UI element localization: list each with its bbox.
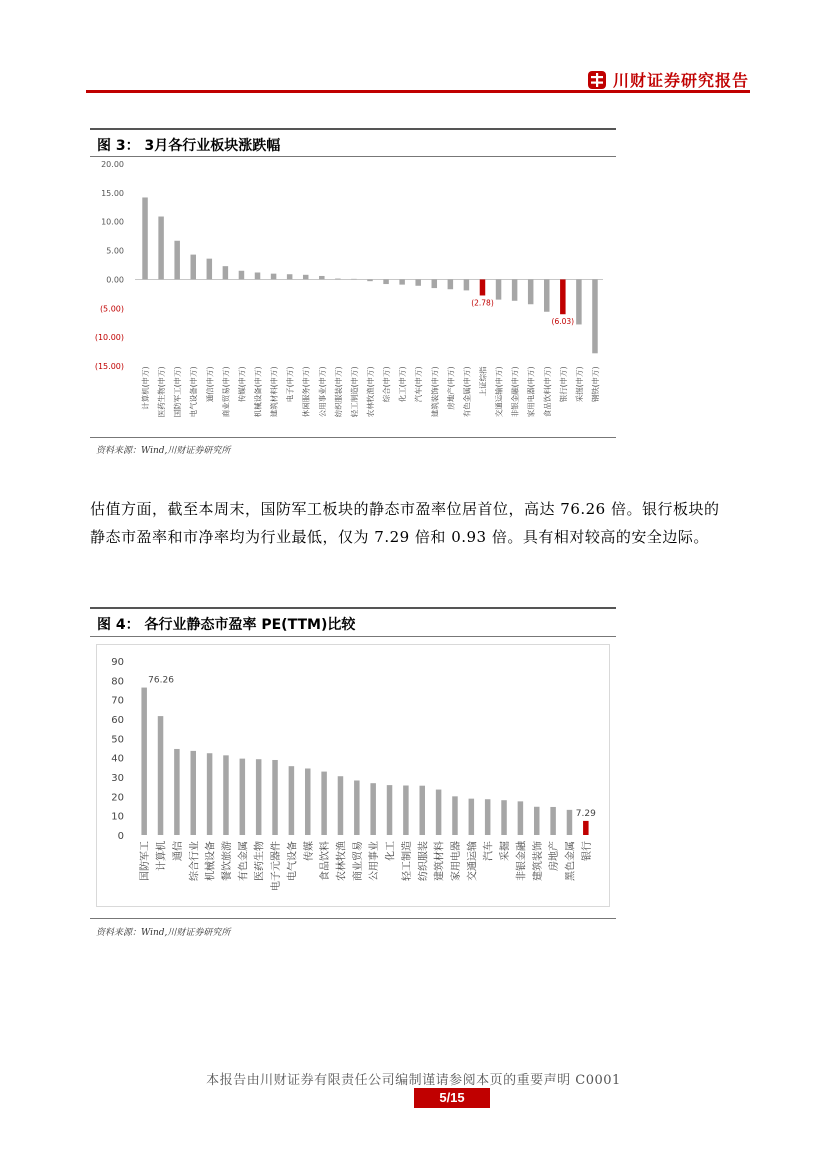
category-label: 非银金融 — [516, 841, 528, 881]
category-label: 交通运输 — [467, 841, 479, 881]
figure4-title-rule — [90, 636, 616, 637]
category-label: 通信(申万) — [205, 366, 215, 403]
bar — [528, 279, 534, 304]
category-label: 银行 — [581, 841, 593, 861]
category-label: 银行(申万) — [558, 366, 568, 403]
bar — [289, 766, 295, 835]
category-label: 电子元器件 — [271, 841, 283, 891]
bar — [174, 749, 180, 835]
figure3-chart — [90, 157, 617, 437]
category-label: 轻工制造 — [401, 841, 413, 881]
bar — [141, 688, 147, 835]
bar — [469, 799, 475, 835]
category-label: 采掘(申万) — [574, 366, 584, 403]
category-label: 餐饮旅游 — [221, 841, 233, 881]
category-label: 汽车(申万) — [414, 366, 424, 403]
bar — [271, 274, 277, 280]
category-label: 化工 — [385, 841, 397, 861]
data-label: 7.29 — [575, 808, 596, 819]
category-label: 交通运输(申万) — [494, 366, 504, 418]
y-tick-label: 0 — [117, 831, 124, 842]
y-tick-label: 10.00 — [101, 217, 124, 227]
bar — [387, 785, 393, 835]
category-label: 采掘 — [500, 841, 512, 861]
category-label: 休闲服务(申万) — [301, 366, 311, 418]
y-tick-label: 20 — [111, 792, 124, 804]
bar — [399, 279, 405, 284]
y-tick-label: 40 — [111, 753, 124, 765]
category-label: 房地产(申万) — [446, 366, 456, 410]
bar — [174, 241, 180, 280]
bar — [464, 279, 470, 290]
category-label: 纺织服装(申万) — [333, 366, 343, 418]
bar — [207, 753, 213, 835]
category-label: 有色金属(申万) — [462, 366, 472, 418]
category-label: 建筑材料 — [434, 841, 446, 881]
category-label: 机械设备(申万) — [253, 366, 263, 418]
figure4-source: 资料来源：Wind,川财证券研究所 — [96, 928, 231, 938]
category-label: 电子(申万) — [285, 366, 295, 403]
category-label: 上证综指 — [478, 366, 488, 397]
bar — [305, 768, 311, 835]
y-tick-label: 10 — [111, 811, 124, 823]
bar — [512, 279, 518, 300]
category-label: 房地产 — [549, 841, 561, 871]
category-label: 汽车 — [483, 841, 495, 861]
category-label: 建筑装饰(申万) — [430, 366, 440, 418]
category-label: 食品饮料(申万) — [542, 366, 552, 418]
y-tick-label: (10.00) — [94, 333, 124, 343]
bar — [560, 279, 566, 314]
figure3-top-rule — [90, 128, 616, 130]
category-label: 建筑材料(申万) — [269, 366, 279, 418]
bar — [335, 279, 341, 280]
data-label: (2.78) — [471, 298, 494, 308]
category-label: 国防军工(申万) — [173, 366, 183, 418]
y-tick-label: (5.00) — [99, 304, 124, 314]
category-label: 机械设备 — [205, 841, 217, 881]
category-label: 家用电器(申万) — [526, 366, 536, 418]
category-label: 商业贸易 — [352, 841, 364, 881]
category-label: 综合(申万) — [382, 366, 392, 403]
bar — [452, 796, 458, 835]
bar — [158, 716, 164, 835]
bar — [303, 275, 309, 280]
y-tick-label: 80 — [111, 676, 124, 688]
category-label: 公用事业(申万) — [317, 366, 327, 418]
bar — [583, 821, 589, 835]
bar — [272, 760, 278, 835]
bar — [338, 776, 344, 835]
bar — [354, 780, 360, 835]
y-tick-label: 90 — [111, 657, 124, 668]
paragraph-line-1: 估值方面，截至本周末，国防军工板块的静态市盈率位居首位，高达 76.26 倍。银行板块的 — [90, 500, 720, 518]
category-label: 轻工制造(申万) — [349, 366, 359, 418]
category-label: 通信 — [172, 841, 184, 861]
category-label: 医药生物 — [254, 841, 266, 881]
category-label: 公用事业 — [369, 841, 381, 881]
bar — [480, 279, 486, 295]
category-label: 计算机(申万) — [141, 366, 151, 410]
bar — [501, 800, 507, 835]
chuancai-logo-icon — [587, 70, 607, 90]
paragraph-line-2: 静态市盈率和市净率均为行业最低，仅为 7.29 倍和 0.93 倍。具有相对较高的安全边际。 — [90, 528, 709, 546]
y-tick-label: 30 — [111, 773, 124, 784]
bar — [436, 790, 442, 835]
category-label: 传媒 — [303, 841, 315, 861]
brand-name: 川财证券研究报告 — [612, 71, 749, 90]
bar — [534, 807, 540, 835]
bar — [207, 259, 213, 280]
category-label: 化工(申万) — [398, 366, 408, 403]
category-label: 有色金属 — [238, 841, 250, 881]
footer-notice: 本报告由川财证券有限责任公司编制谨请参阅本页的重要声明 C0001 — [206, 1073, 621, 1088]
y-tick-label: 50 — [111, 734, 124, 746]
bar — [370, 783, 376, 835]
bar — [550, 807, 556, 835]
bar — [383, 279, 389, 284]
bar — [256, 759, 262, 835]
bar — [191, 751, 197, 835]
bar — [420, 786, 426, 835]
page-number: 5/15 — [414, 1088, 490, 1108]
bar — [240, 759, 246, 835]
bar — [239, 271, 245, 280]
bar — [142, 197, 148, 279]
y-tick-label: 60 — [111, 715, 124, 726]
bar — [496, 279, 502, 299]
y-tick-label: 20.00 — [101, 160, 124, 169]
valuation-paragraph — [90, 495, 750, 551]
bar — [432, 279, 438, 288]
figure4-chart — [90, 638, 617, 918]
bar — [319, 276, 325, 279]
figure3-title: 图 3： 3月各行业板块涨跌幅 — [97, 138, 281, 154]
category-label: 综合行业 — [189, 841, 201, 881]
figure4-top-rule — [90, 607, 616, 609]
header-divider — [86, 90, 750, 93]
category-label: 农林牧渔(申万) — [366, 366, 375, 418]
bar — [351, 279, 357, 280]
y-tick-label: 70 — [111, 695, 124, 707]
category-label: 黑色金属 — [565, 841, 577, 881]
category-label: 电气设备(申万) — [189, 366, 199, 418]
figure4-title: 图 4： 各行业静态市盈率 PE(TTM)比较 — [97, 617, 356, 633]
bar — [448, 279, 454, 289]
bar — [567, 810, 573, 835]
bar — [321, 772, 327, 835]
figure3-bottom-rule — [90, 437, 616, 438]
y-tick-label: (15.00) — [94, 362, 124, 371]
category-label: 传媒(申万) — [237, 366, 247, 403]
category-label: 食品饮料 — [320, 841, 332, 881]
category-label: 钢铁(申万) — [590, 366, 600, 403]
bar — [415, 279, 421, 285]
bar — [403, 786, 409, 835]
y-tick-label: 0.00 — [106, 275, 124, 285]
category-label: 纺织服装 — [418, 841, 430, 881]
category-label: 建筑装饰 — [532, 841, 544, 881]
category-label: 农林牧渔 — [336, 841, 348, 881]
bar — [255, 273, 261, 280]
category-label: 商业贸易(申万) — [221, 366, 231, 418]
bar — [576, 279, 582, 324]
bar — [367, 279, 373, 281]
bar — [190, 255, 196, 280]
bar — [592, 279, 598, 353]
bar — [223, 266, 229, 279]
category-label: 国防军工 — [140, 841, 152, 881]
bar — [485, 799, 491, 835]
bar — [518, 801, 524, 835]
bar — [223, 755, 229, 835]
bar — [287, 274, 293, 279]
y-tick-label: 5.00 — [106, 246, 124, 256]
category-label: 电气设备 — [287, 841, 299, 881]
category-label: 非银金融(申万) — [510, 366, 520, 418]
bar — [544, 279, 550, 311]
figure3-source: 资料来源：Wind,川财证券研究所 — [96, 446, 231, 456]
data-label: 76.26 — [148, 675, 174, 686]
category-label: 家用电器 — [450, 841, 462, 881]
data-label: (6.03) — [551, 317, 575, 327]
bar — [158, 217, 164, 280]
category-label: 计算机 — [156, 841, 168, 871]
report-header-brand — [587, 68, 749, 91]
y-tick-label: 15.00 — [101, 188, 124, 198]
category-label: 医药生物(申万) — [157, 366, 167, 418]
figure4-bottom-rule — [90, 918, 616, 919]
